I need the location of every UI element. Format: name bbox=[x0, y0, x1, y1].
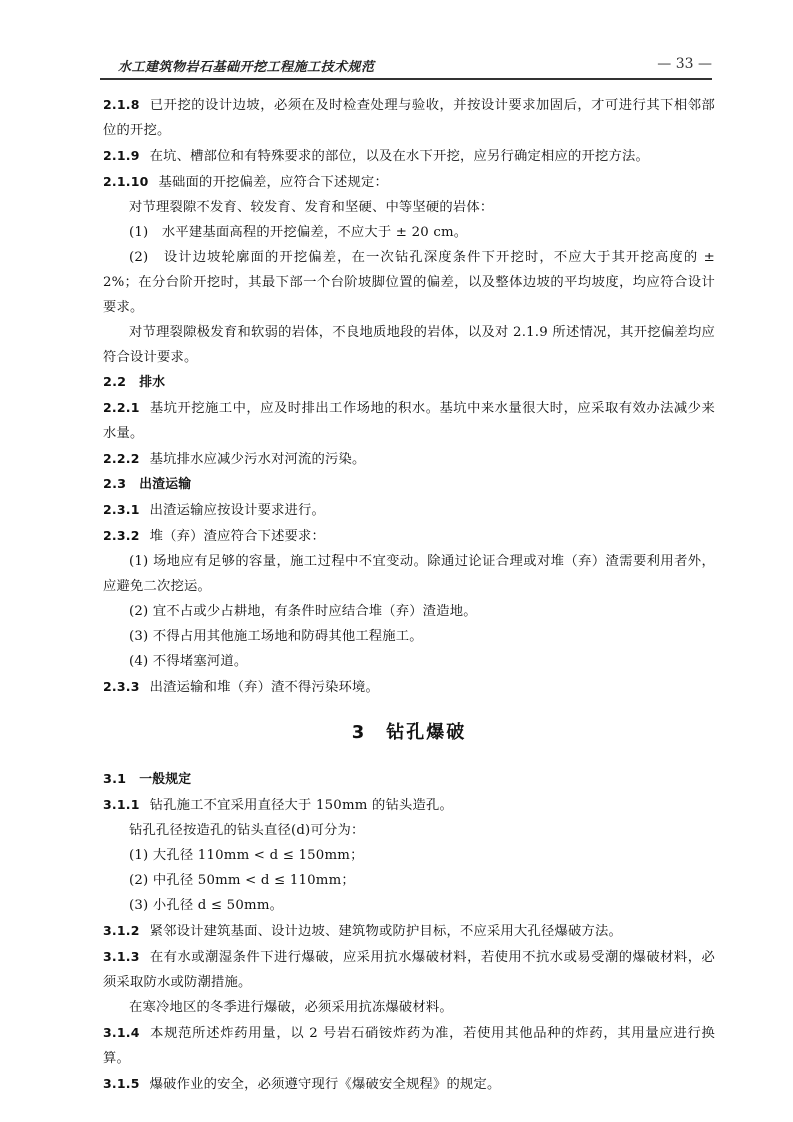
clause-number: 3.1.4 bbox=[103, 1025, 140, 1040]
clause-paragraph bbox=[103, 995, 715, 1020]
clause-number: 2.1.10 bbox=[103, 174, 149, 189]
running-title: 水工建筑物岩石基础开挖工程施工技术规范 bbox=[118, 60, 375, 75]
clause bbox=[103, 1020, 715, 1071]
clause-text: 在坑、槽部位和有特殊要求的部位，以及在水下开挖，应另行确定相应的开挖方法。 bbox=[149, 149, 649, 164]
clause bbox=[103, 523, 715, 549]
clause-text: 对节理裂隙不发育、较发育、发育和坚硬、中等坚硬的岩体： bbox=[129, 200, 494, 215]
clause-text: (2) 设计边坡轮廓面的开挖偏差，在一次钻孔深度条件下开挖时，不应大于其开挖高度的 ± 2%；在分台阶开挖时，其最下部一个台阶坡脚位置的偏差，以及整体边坡的平均坡度，均应符合设计要求。 bbox=[103, 250, 715, 315]
clause-text: (2) 宜不占或少占耕地，有条件时应结合堆（弃）渣造地。 bbox=[129, 604, 477, 619]
clause-number: 3.1.1 bbox=[103, 797, 140, 812]
clause-text: (1) 场地应有足够的容量，施工过程中不宜变动。除通过论证合理或对堆（弃）渣需要利用者外，应避免二次挖运。 bbox=[103, 554, 715, 594]
clause-number: 2.2.2 bbox=[103, 451, 140, 466]
clause bbox=[103, 792, 715, 818]
clause-paragraph bbox=[103, 245, 715, 320]
clause-text: 紧邻设计建筑基面、设计边坡、建筑物或防护目标，不应采用大孔径爆破方法。 bbox=[149, 924, 622, 939]
clause bbox=[103, 446, 715, 472]
clause-text: 在有水或潮湿条件下进行爆破，应采用抗水爆破材料，若使用不抗水或易受潮的爆破材料，必须采取防水或防潮措施。 bbox=[103, 950, 715, 990]
clause-text: 对节理裂隙极发育和软弱的岩体，不良地质地段的岩体，以及对 2.1.9 所述情况，其开挖偏差均应符合设计要求。 bbox=[103, 325, 715, 365]
clause-text: (3) 不得占用其他施工场地和防碍其他工程施工。 bbox=[129, 629, 423, 644]
clause-text: 基坑排水应减少污水对河流的污染。 bbox=[149, 452, 366, 467]
page-number: — 33 — bbox=[657, 56, 712, 72]
clause bbox=[103, 497, 715, 523]
clause-number: 3.1.2 bbox=[103, 923, 140, 938]
clause-number: 2.3.3 bbox=[103, 679, 140, 694]
clause-text: (1) 大孔径 110mm < d ≤ 150mm； bbox=[129, 848, 364, 863]
clause-paragraph bbox=[103, 220, 715, 245]
clause-text: (3) 小孔径 d ≤ 50mm。 bbox=[129, 898, 284, 913]
clause-paragraph bbox=[103, 549, 715, 599]
clause-text: 爆破作业的安全，必须遵守现行《爆破安全规程》的规定。 bbox=[149, 1077, 501, 1092]
clause-text: 堆（弃）渣应符合下述要求： bbox=[149, 529, 326, 544]
clause bbox=[103, 92, 715, 143]
clause-paragraph bbox=[103, 818, 715, 843]
clause-text: 钻孔孔径按造孔的钻头直径(d)可分为： bbox=[129, 823, 365, 838]
clause-text: 已开挖的设计边坡，必须在及时检查处理与验收，并按设计要求加固后，才可进行其下相邻部位的开挖。 bbox=[103, 98, 715, 138]
clause-number: 2.3.2 bbox=[103, 528, 140, 543]
clause-paragraph bbox=[103, 868, 715, 893]
clause-number: 2.3.1 bbox=[103, 502, 140, 517]
header-rule bbox=[100, 78, 712, 80]
clause bbox=[103, 1071, 715, 1097]
clause-number: 2.2.1 bbox=[103, 400, 140, 415]
chapter-heading: 3 钻孔爆破 bbox=[351, 722, 467, 743]
document-body bbox=[103, 92, 715, 1097]
clause-text: 出渣运输应按设计要求进行。 bbox=[149, 503, 326, 518]
clause-text: (4) 不得堵塞河道。 bbox=[129, 654, 248, 669]
clause bbox=[103, 395, 715, 446]
clause-paragraph bbox=[103, 195, 715, 220]
clause bbox=[103, 143, 715, 169]
clause bbox=[103, 169, 715, 195]
clause-number: 2.1.8 bbox=[103, 97, 140, 112]
clause-text: 出渣运输和堆（弃）渣不得污染环境。 bbox=[149, 680, 380, 695]
clause-paragraph bbox=[103, 320, 715, 370]
clause-paragraph bbox=[103, 893, 715, 918]
clause-text: 基坑开挖施工中，应及时排出工作场地的积水。基坑中来水量很大时，应采取有效办法减少来水量。 bbox=[103, 401, 715, 441]
clause-paragraph bbox=[103, 649, 715, 674]
clause-text: (2) 中孔径 50mm < d ≤ 110mm； bbox=[129, 873, 355, 888]
clause-text: (1) 水平建基面高程的开挖偏差，不应大于 ± 20 cm。 bbox=[129, 225, 468, 240]
clause-text: 钻孔施工不宜采用直径大于 150mm 的钻头造孔。 bbox=[149, 798, 453, 813]
page-header bbox=[100, 52, 712, 80]
clause-paragraph bbox=[103, 624, 715, 649]
clause-paragraph bbox=[103, 599, 715, 624]
clause-text: 基础面的开挖偏差，应符合下述规定： bbox=[158, 175, 388, 190]
clause bbox=[103, 918, 715, 944]
clause bbox=[103, 944, 715, 995]
clause-text: 在寒冷地区的冬季进行爆破，必须采用抗冻爆破材料。 bbox=[129, 1000, 453, 1015]
section-heading: 3.1 一般规定 bbox=[103, 772, 192, 787]
clause-number: 3.1.5 bbox=[103, 1076, 140, 1091]
clause-paragraph bbox=[103, 843, 715, 868]
section-heading: 2.2 排水 bbox=[103, 375, 166, 390]
clause-number: 2.1.9 bbox=[103, 148, 140, 163]
clause-number: 3.1.3 bbox=[103, 949, 140, 964]
clause-text: 本规范所述炸药用量，以 2 号岩石硝铵炸药为准，若使用其他品种的炸药，其用量应进行换算。 bbox=[103, 1026, 715, 1066]
section-heading: 2.3 出渣运输 bbox=[103, 477, 192, 492]
clause bbox=[103, 674, 715, 700]
